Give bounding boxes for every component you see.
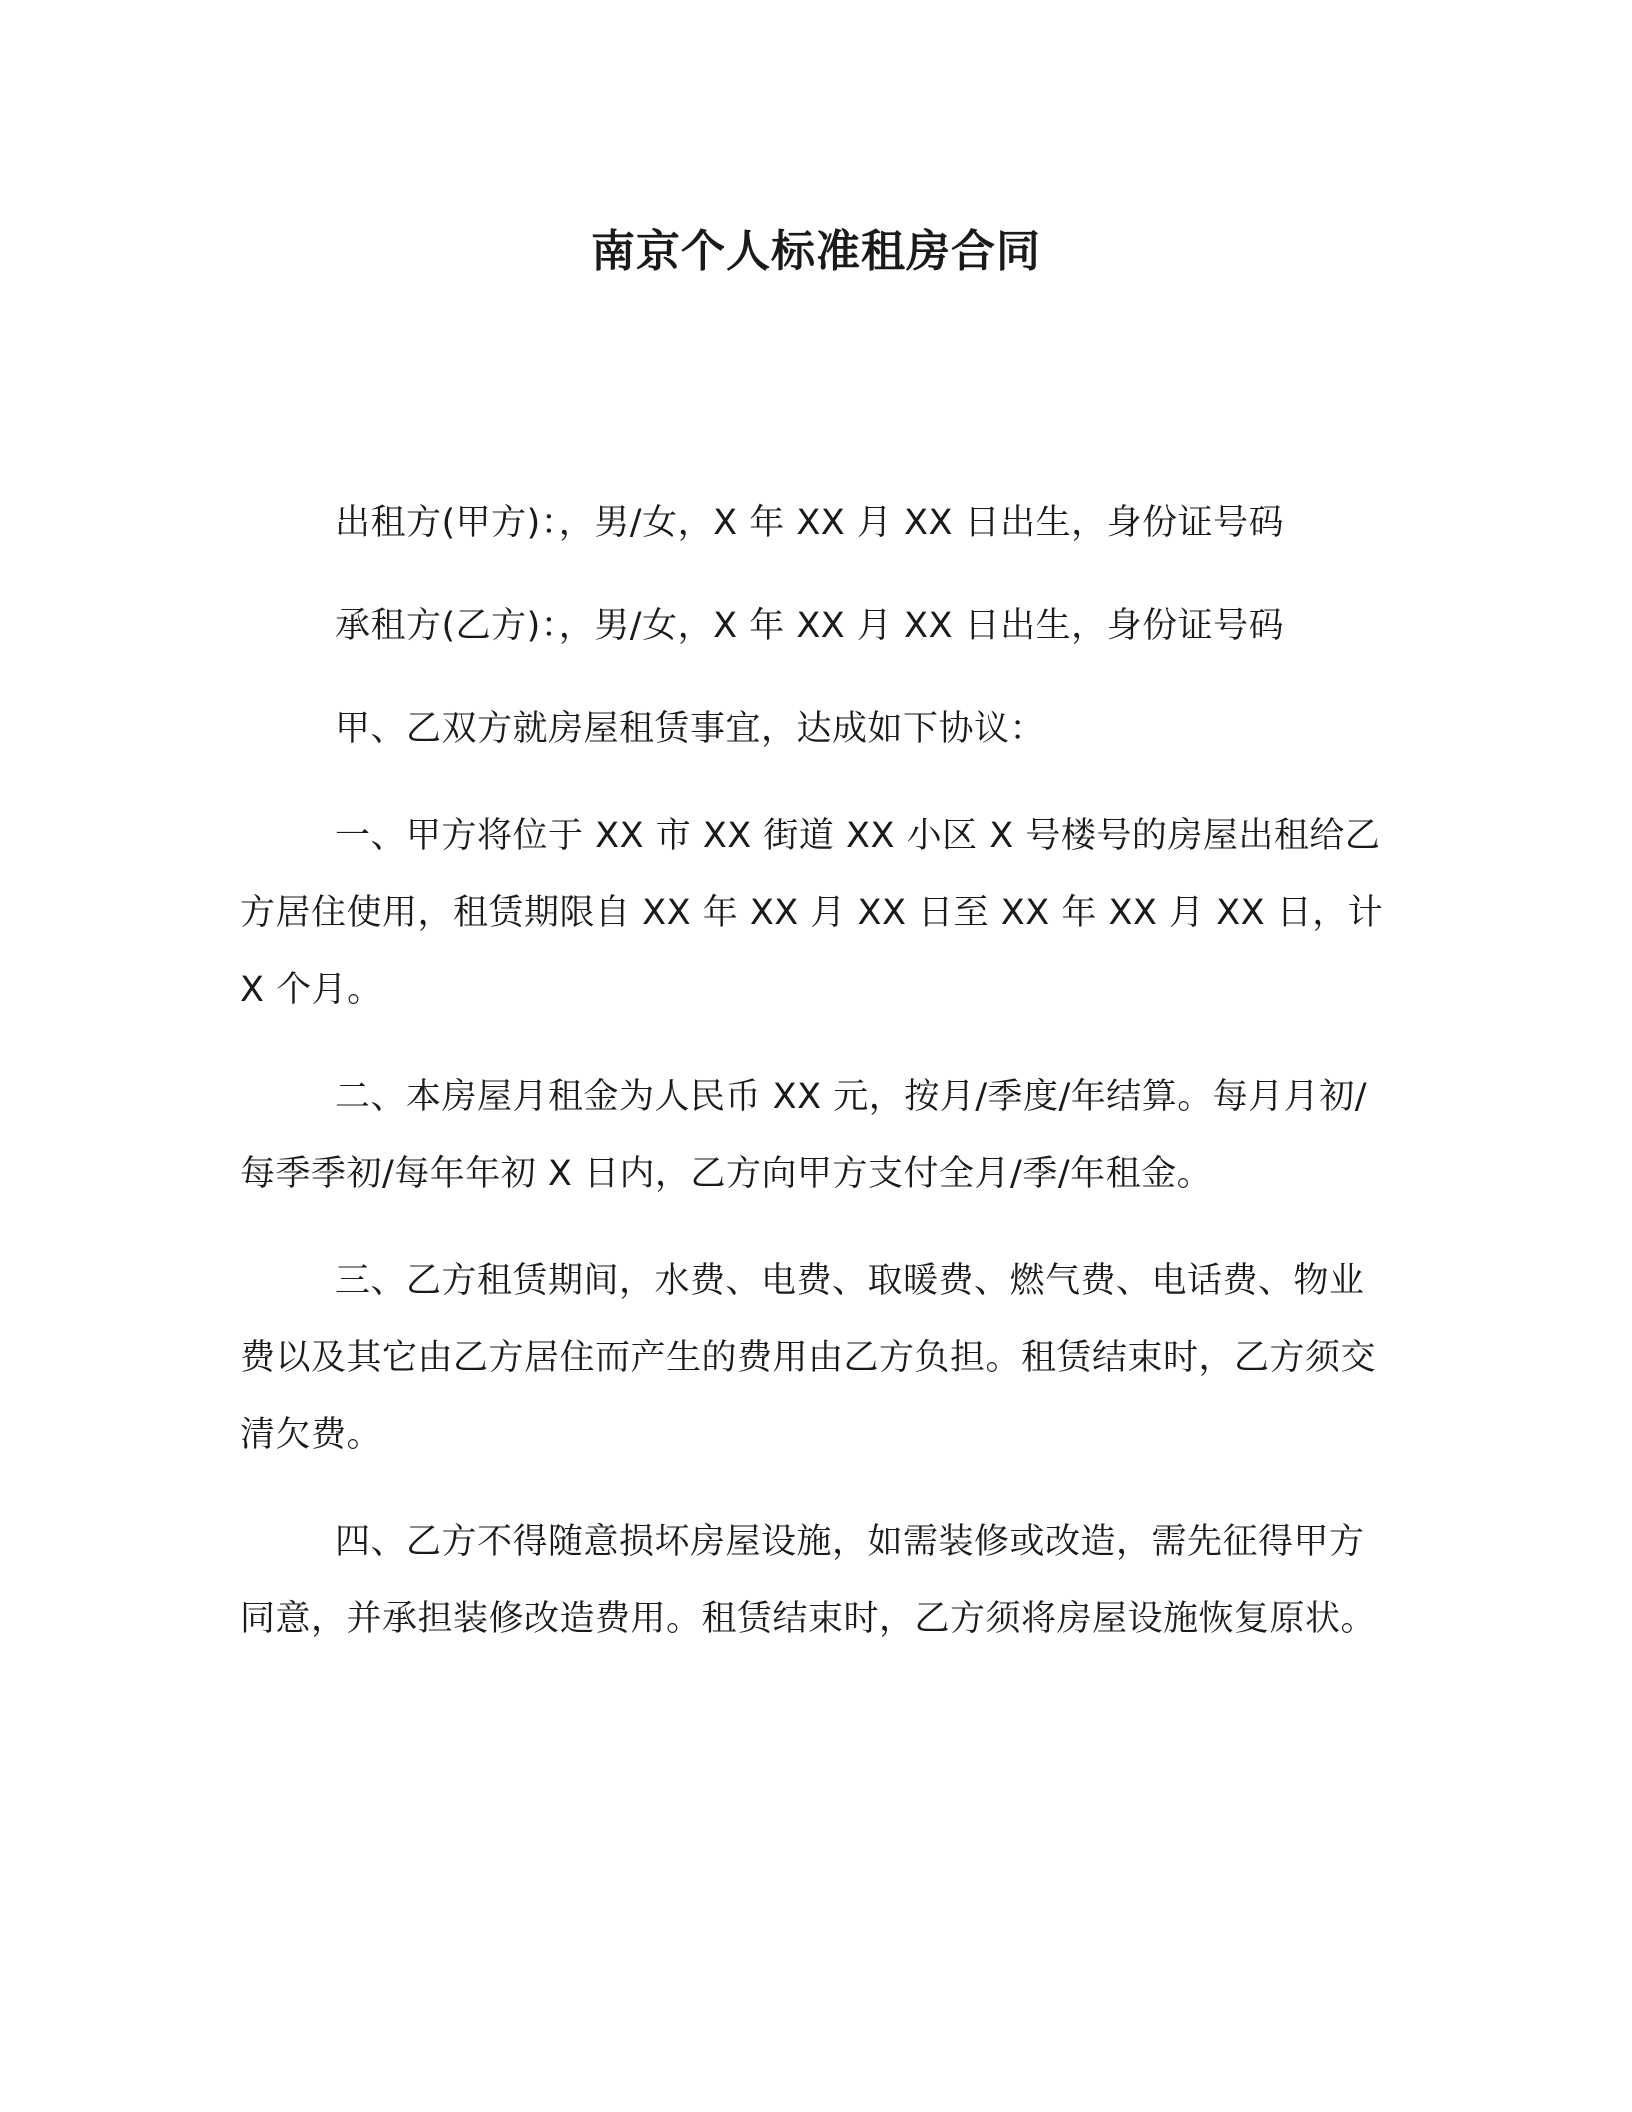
lessor-paragraph: 出租方(甲方)：，男/女，X 年 XX 月 XX 日出生，身份证号码: [335, 503, 1285, 543]
clause-4-paragraph: 四、乙方不得随意损坏房屋设施，如需装修或改造，需先征得甲方同意，并承担装修改造费用。租赁结束时，乙方须将房屋设施恢复原状。: [240, 1522, 1377, 1639]
document-body: [240, 485, 1390, 1688]
document-title: 南京个人标准租房合同: [591, 226, 1041, 277]
lessee-paragraph: 承租方(乙方)：，男/女，X 年 XX 月 XX 日出生，身份证号码: [335, 606, 1285, 646]
clause-1-paragraph: 一、甲方将位于 XX 市 XX 街道 XX 小区 X 号楼号的房屋出租给乙方居住使用，租赁期限自 XX 年 XX 月 XX 日至 XX 年 XX 月 XX 日，计 X 个月。: [240, 816, 1384, 1010]
clause-2-paragraph: 二、本房屋月租金为人民币 XX 元，按月/季度/年结算。每月月初/每季季初/每年年初 X 日内，乙方向甲方支付全月/季/年租金。: [240, 1077, 1368, 1194]
agreement-intro-paragraph: 甲、乙双方就房屋租赁事宜，达成如下协议：: [335, 709, 1046, 749]
clause-3-paragraph: 三、乙方租赁期间，水费、电费、取暖费、燃气费、电话费、物业费以及其它由乙方居住而产生的费用由乙方负担。租赁结束时，乙方须交清欠费。: [240, 1261, 1377, 1455]
